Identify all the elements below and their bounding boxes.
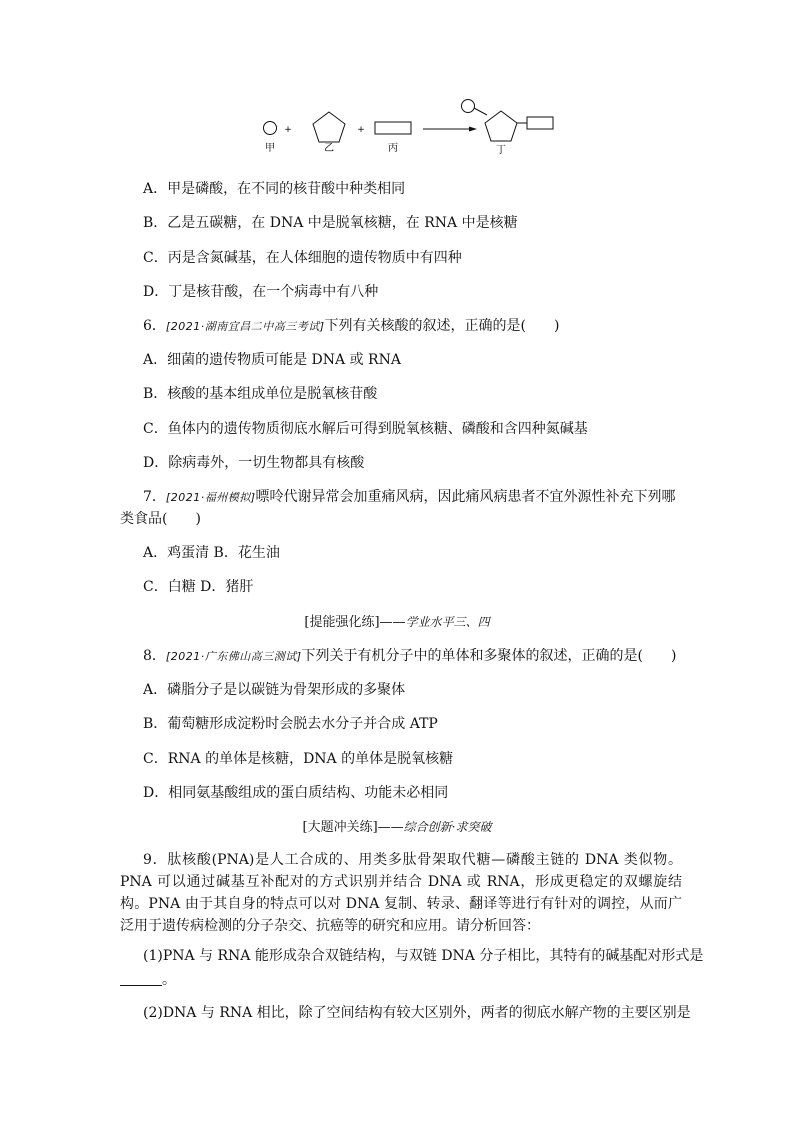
q7-options-ab: A．鸡蛋清 B．花生油 [143,545,280,561]
q6-option-d: D．除病毒外，一切生物都具有核酸 [143,455,365,471]
base-rectangle-icon [375,122,411,134]
q6-source: [2021·湖南宜昌二中高三考试] [165,320,325,333]
q8-source: [2021·广东佛山高三测试] [165,650,302,663]
label-bing: 丙 [388,143,398,154]
q9-sub1-line1: (1)PNA 与 RNA 能形成杂合双链结构，与双链 DNA 分子相比，其特有的碱基配对形式是 [143,948,704,964]
q8-option-a: A．磷脂分子是以碳链为骨架形成的多聚体 [143,682,406,698]
section-challenge-subtitle: 综合创新·求突破 [403,820,492,834]
q8-number: 8． [143,648,166,664]
diagram-plus: + [357,125,365,135]
q6-option-a: A．细菌的遗传物质可能是 DNA 或 RNA [143,352,401,368]
q8-stem [143,646,676,667]
section-challenge-title: [大题冲关练]—— [302,820,404,835]
q5-option-a: A．甲是磷酸，在不同的核苷酸中种类相同 [143,181,406,197]
q8-option-b: B．葡萄糖形成淀粉时会脱去水分子并合成 ATP [143,716,438,732]
q6-option-b: B．核酸的基本组成单位是脱氧核苷酸 [143,386,378,402]
nucleotide-diagram [255,95,565,157]
q8-option-d: D．相同氨基酸组成的蛋白质结构、功能未必相同 [143,785,449,801]
q6-number: 6． [143,318,166,334]
q7-options-cd: C．白糖 D．猪肝 [143,579,254,595]
q9-paragraph: 9．肽核酸(PNA)是人工合成的、用类多肽骨架取代糖—磷酸主链的 DNA 类似物。PNA 可以通过碱基互补配对的方式识别并结合 DNA 或 RNA，形成更稳定的双螺旋结构。PNA 由于其自身的特点可以对 DNA 复制、转录、翻译等进行有针对的调控，从而广泛用于遗传病检测的分子杂交、抗癌等的研究和应用。请分析回答： [120,852,682,934]
q8-option-c: C．RNA 的单体是核糖，DNA 的单体是脱氧核糖 [143,751,454,767]
nucleotide-phosphate-icon [462,100,475,113]
q5-option-c: C．丙是含氮碱基，在人体细胞的遗传物质中有四种 [143,250,462,266]
q8-question: 下列关于有机分子中的单体和多聚体的叙述，正确的是( ) [301,648,677,664]
q9-sub2-line1: (2)DNA 与 RNA 相比，除了空间结构有较大区别外，两者的彻底水解产物的主要区别是 [143,1005,691,1021]
label-ding: 丁 [496,145,506,156]
section-practice-subtitle: 学业水平三、四 [405,615,490,629]
nucleotide-bond-line [474,108,487,115]
q9-sub1-answer [120,970,176,990]
section-heading-practice [0,612,794,633]
q7-question: 嘌呤代谢异常会加重痛风病，因此痛风病患者不宜外源性补充下列哪 [255,489,676,505]
q9-sub1-end: 。 [162,972,176,988]
section-heading-challenge [0,817,794,838]
q7-number: 7． [143,489,166,505]
label-jia: 甲 [265,143,275,154]
q7-source: [2021·福州模拟] [165,491,256,504]
q6-question: 下列有关核酸的叙述，正确的是( ) [324,318,560,334]
q5-option-b: B．乙是五碳糖，在 DNA 中是脱氧核糖，在 RNA 中是核糖 [143,215,518,231]
label-yi: 乙 [324,143,334,154]
section-practice-title: [提能强化练]—— [304,615,406,630]
reaction-arrowhead-icon [469,127,477,132]
nucleotide-base-icon [527,117,553,129]
q6-option-c: C．鱼体内的遗传物质彻底水解后可得到脱氧核糖、磷酸和含四种氮碱基 [143,421,588,437]
q6-stem [143,316,559,337]
q7-stem-line2: 类食品( ) [120,511,201,527]
phosphate-circle-icon [264,122,277,135]
diagram-plus: + [284,125,292,135]
nucleotide-pentose-icon [485,111,517,141]
pentose-pentagon-icon [313,112,345,142]
answer-blank[interactable] [120,971,162,986]
q5-option-d: D．丁是核苷酸，在一个病毒中有八种 [143,284,379,300]
q7-stem-line1 [143,487,676,508]
